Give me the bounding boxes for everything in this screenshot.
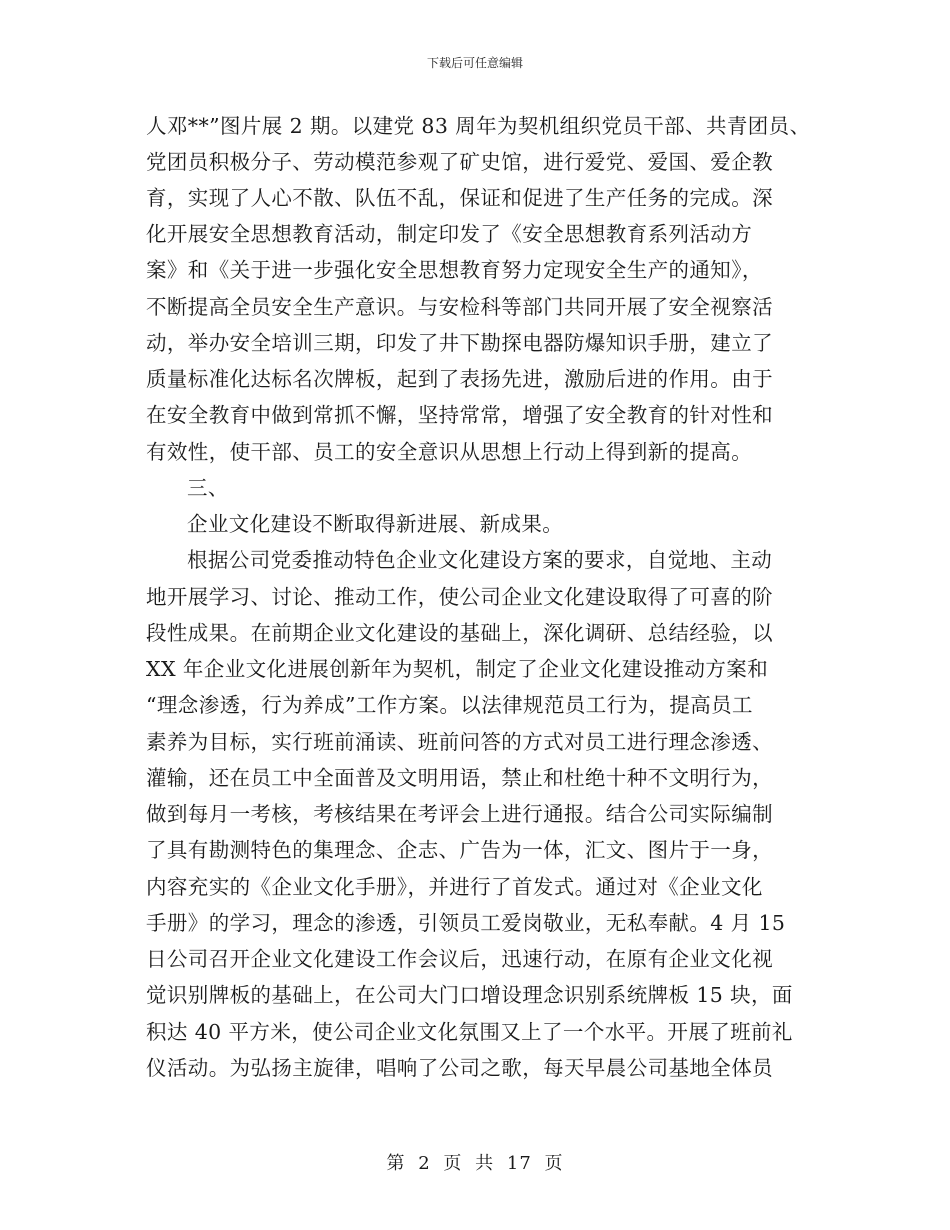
text-line: 质量标准化达标名次牌板，起到了表扬先进，激励后进的作用。由于: [146, 367, 773, 391]
footer-di: 第: [386, 1153, 406, 1174]
text-line: 不断提高全员安全生产意识。与安检科等部门共同开展了安全视察活: [146, 295, 773, 319]
text-line: XX 年企业文化进展创新年为契机，制定了企业文化建设推动方案和: [146, 657, 769, 681]
text-line: 党团员积极分子、劳动模范参观了矿史馆，进行爱党、爱国、爱企教: [146, 150, 773, 174]
footer-ye: 页: [443, 1153, 463, 1174]
text-line: 化开展安全思想教育活动，制定印发了《安全思想教育系列活动方: [146, 222, 753, 246]
text-line: 根据公司党委推动特色企业文化建设方案的要求，自觉地、主动: [187, 548, 773, 572]
text-line: 觉识别牌板的基础上，在公司大门口增设理念识别系统牌板 15 块，面: [146, 983, 793, 1007]
text-line: 灌输，还在员工中全面普及文明用语，禁止和杜绝十种不文明行为，: [146, 766, 773, 790]
text-line: 日公司召开企业文化建设工作会议后，迅速行动，在原有企业文化视: [146, 947, 773, 971]
footer-total-pages: 17: [506, 1153, 532, 1174]
text-line: 手册》的学习，理念的渗透，引领员工爱岗敬业，无私奉献。4 月 15: [146, 911, 786, 935]
text-line: 段性成果。在前期企业文化建设的基础上，深化调研、总结经验，以: [146, 621, 773, 645]
footer-page-number: 2: [418, 1153, 431, 1174]
text-line: 积达 40 平方米，使公司企业文化氛围又上了一个水平。开展了班前礼: [146, 1020, 793, 1044]
text-line: 地开展学习、讨论、推动工作，使公司企业文化建设取得了可喜的阶: [146, 585, 773, 609]
text-line: 有效性，使干部、员工的安全意识从思想上行动上得到新的提高。: [146, 440, 753, 464]
text-line: 了具有勘测特色的集理念、企志、广告为一体，汇文、图片于一身，: [146, 838, 773, 862]
section-title: 企业文化建设不断取得新进展、新成果。: [187, 512, 564, 536]
text-line: “理念渗透，行为养成”工作方案。以法律规范员工行为，提高员工: [146, 693, 753, 717]
text-line: 动，举办安全培训三期，印发了井下勘探电器防爆知识手册，建立了: [146, 331, 773, 355]
text-line: 育，实现了人心不散、队伍不乱，保证和促进了生产任务的完成。深: [146, 186, 773, 210]
text-line: 内容充实的《企业文化手册》，并进行了首发式。通过对《企业文化: [146, 875, 763, 899]
text-line: 人邓**”图片展 2 期。以建党 83 周年为契机组织党员干部、共青团员、: [146, 114, 811, 138]
text-line: 素养为目标，实行班前涌读、班前问答的方式对员工进行理念渗透、: [146, 730, 773, 754]
text-line: 仪活动。为弘扬主旋律，唱响了公司之歌，每天早晨公司基地全体员: [146, 1056, 773, 1080]
text-line: 在安全教育中做到常抓不懈，坚持常常，增强了安全教育的针对性和: [146, 403, 773, 427]
text-line: 案》和《关于进一步强化安全思想教育努力定现安全生产的通知》，: [146, 258, 763, 282]
footer-gong: 共: [475, 1153, 495, 1174]
footer-ye: 页: [544, 1153, 564, 1174]
page-header: 下载后可任意编辑: [426, 56, 523, 70]
section-number: 三、: [187, 476, 229, 500]
page-footer: [0, 1149, 950, 1175]
text-line: 做到每月一考核，考核结果在考评会上进行通报。结合公司实际编制: [146, 802, 773, 826]
